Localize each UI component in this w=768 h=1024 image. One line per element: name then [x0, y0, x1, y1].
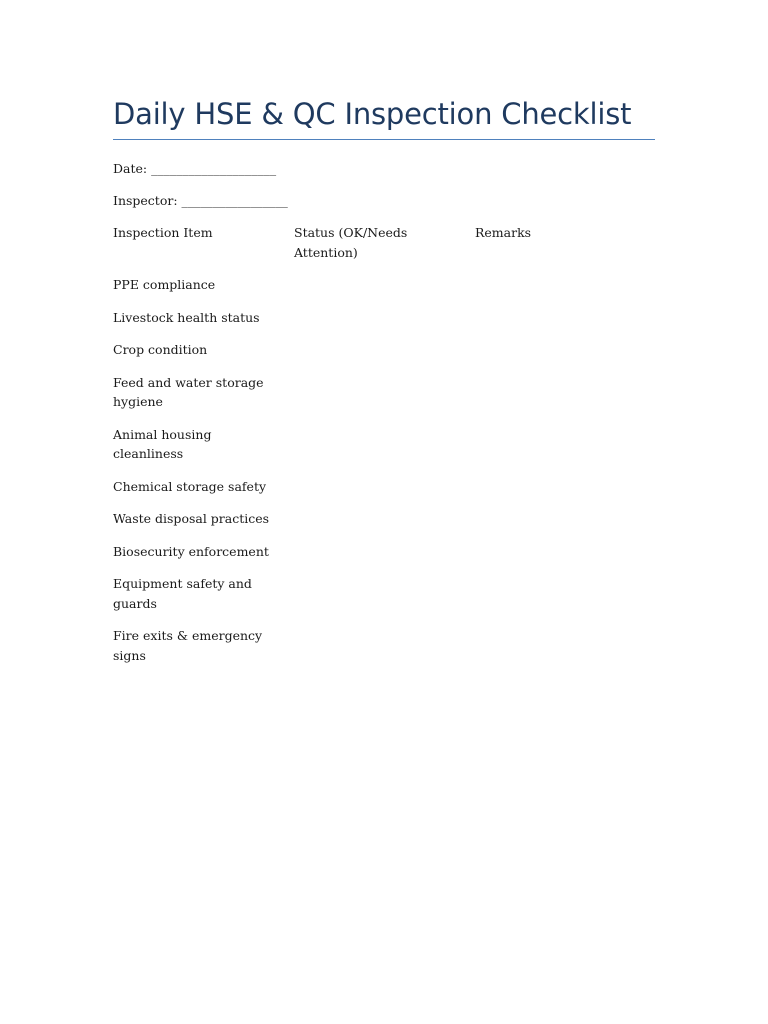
row-status	[294, 275, 475, 295]
table-row	[113, 477, 655, 497]
row-item: Livestock health status	[113, 309, 260, 325]
header-status: Status (OK/Needs Attention)	[294, 225, 408, 260]
row-status	[294, 373, 475, 412]
row-remarks	[475, 275, 655, 295]
row-status	[294, 477, 475, 497]
row-remarks	[475, 425, 655, 464]
row-remarks	[475, 509, 655, 529]
row-remarks	[475, 373, 655, 412]
row-remarks	[475, 574, 655, 613]
inspection-checklist	[113, 223, 655, 678]
table-row	[113, 308, 655, 328]
table-row	[113, 542, 655, 562]
row-item: Biosecurity enforcement	[113, 543, 269, 559]
row-item: Crop condition	[113, 342, 208, 357]
row-status	[294, 308, 475, 328]
row-status	[294, 626, 475, 665]
row-item: Fire exits & emergency signs	[113, 628, 263, 663]
table-row	[113, 275, 655, 295]
row-remarks	[475, 626, 655, 665]
table-row	[113, 340, 655, 360]
date-field: Date: ____________________	[113, 161, 277, 176]
row-status	[294, 340, 475, 360]
title-divider	[113, 139, 655, 140]
header-remarks: Remarks	[475, 225, 532, 240]
inspector-field: Inspector: _________________	[113, 193, 288, 208]
table-row	[113, 626, 655, 665]
row-item: Equipment safety and guards	[113, 576, 252, 611]
table-row	[113, 425, 655, 464]
row-item: Chemical storage safety	[113, 478, 267, 494]
row-item: Feed and water storage hygiene	[113, 374, 264, 409]
document-page	[113, 96, 655, 663]
row-status	[294, 425, 475, 464]
row-remarks	[475, 340, 655, 360]
header-row	[113, 223, 655, 262]
header-inspection-item: Inspection Item	[113, 225, 213, 240]
row-status	[294, 542, 475, 562]
row-remarks	[475, 308, 655, 328]
table-row	[113, 373, 655, 412]
row-item: Animal housing cleanliness	[113, 426, 212, 461]
row-item: Waste disposal practices	[113, 511, 270, 526]
row-item: PPE compliance	[113, 277, 216, 292]
table-row	[113, 574, 655, 613]
row-remarks	[475, 477, 655, 497]
row-status	[294, 574, 475, 613]
row-remarks	[475, 542, 655, 562]
row-status	[294, 509, 475, 529]
table-row	[113, 509, 655, 529]
page-title: Daily HSE & QC Inspection Checklist	[113, 97, 632, 131]
